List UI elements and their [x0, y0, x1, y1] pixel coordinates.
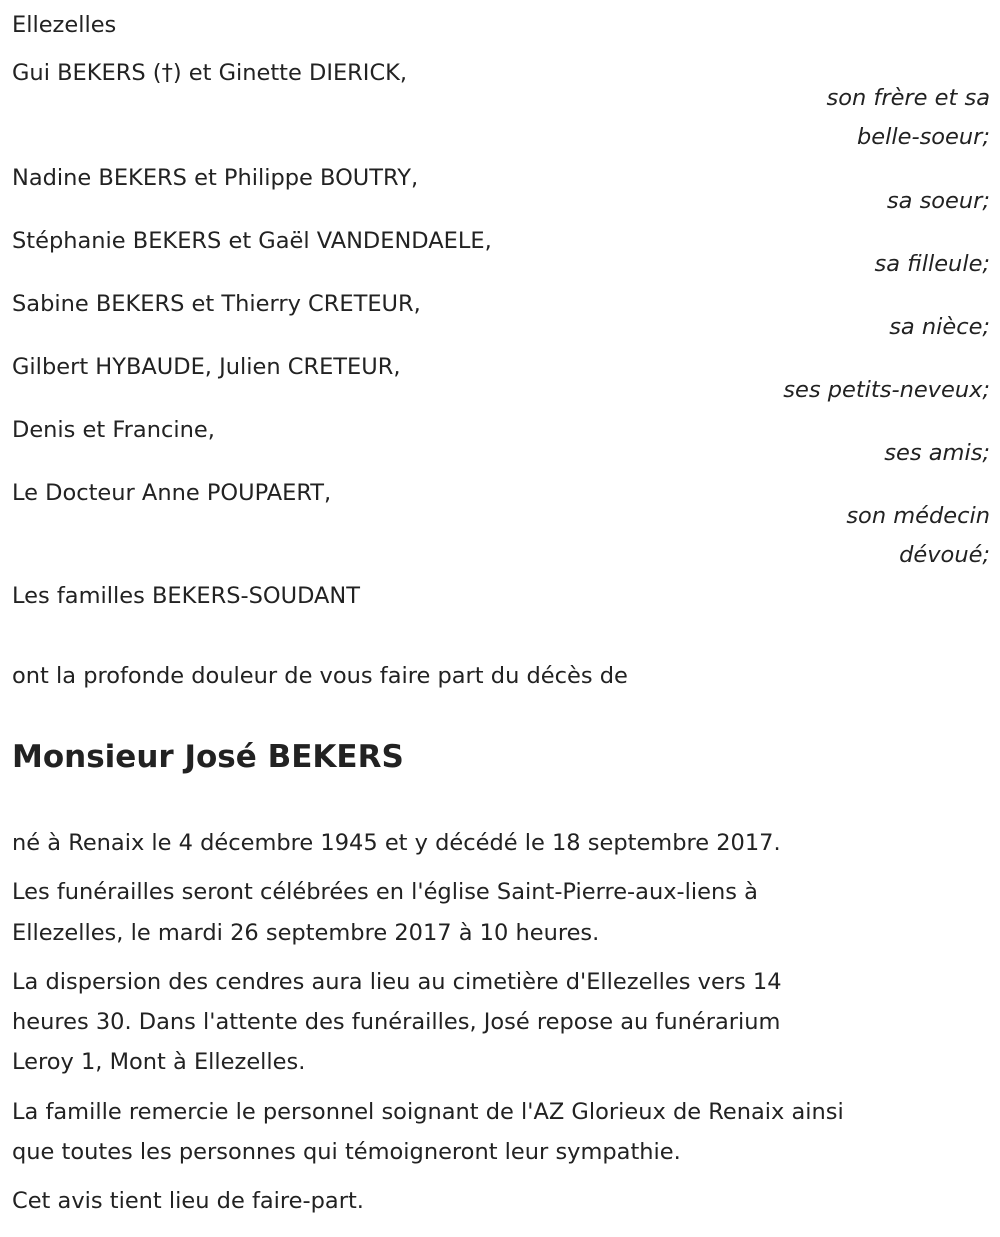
family-relation: sa nièce;	[889, 314, 990, 340]
family-relation: ses petits-neveux;	[783, 377, 990, 403]
family-names: Le Docteur Anne POUPAERT,	[12, 480, 332, 506]
family-relation: ses amis;	[884, 440, 990, 466]
paragraph-line: heures 30. Dans l'attente des funérailles, José repose au funérarium	[12, 1009, 781, 1035]
family-relation: belle-soeur;	[856, 124, 990, 150]
paragraph-line: Cet avis tient lieu de faire-part.	[12, 1188, 364, 1214]
family-names: Stéphanie BEKERS et Gaël VANDENDAELE,	[12, 228, 492, 254]
family-names: Nadine BEKERS et Philippe BOUTRY,	[12, 165, 419, 191]
paragraph-line: Les funérailles seront célébrées en l'église Saint-Pierre-aux-liens à	[12, 879, 758, 905]
paragraph-line: La famille remercie le personnel soignant de l'AZ Glorieux de Renaix ainsi	[12, 1099, 844, 1125]
paragraph-line: Ellezelles, le mardi 26 septembre 2017 à 10 heures.	[12, 920, 600, 946]
family-names: Denis et Francine,	[12, 417, 215, 443]
family-relation: son médecin	[846, 503, 990, 529]
paragraph-line: Leroy 1, Mont à Ellezelles.	[12, 1049, 306, 1075]
paragraph-line: que toutes les personnes qui témoigneront leur sympathie.	[12, 1139, 681, 1165]
announcement: ont la profonde douleur de vous faire part du décès de	[12, 663, 628, 689]
family-relation: sa filleule;	[874, 251, 990, 277]
family-relation: sa soeur;	[886, 188, 990, 214]
deceased-name: Monsieur José BEKERS	[12, 739, 404, 775]
place: Ellezelles	[12, 12, 117, 38]
paragraph-line: né à Renaix le 4 décembre 1945 et y décédé le 18 septembre 2017.	[12, 830, 781, 856]
family-names: Gui BEKERS (†) et Ginette DIERICK,	[12, 60, 408, 86]
family-relation: son frère et sa	[826, 85, 990, 111]
family-names: Gilbert HYBAUDE, Julien CRETEUR,	[12, 354, 401, 380]
families-line: Les familles BEKERS-SOUDANT	[12, 583, 360, 609]
family-relation: dévoué;	[899, 542, 990, 568]
paragraph-line: La dispersion des cendres aura lieu au cimetière d'Ellezelles vers 14	[12, 969, 782, 995]
family-names: Sabine BEKERS et Thierry CRETEUR,	[12, 291, 421, 317]
